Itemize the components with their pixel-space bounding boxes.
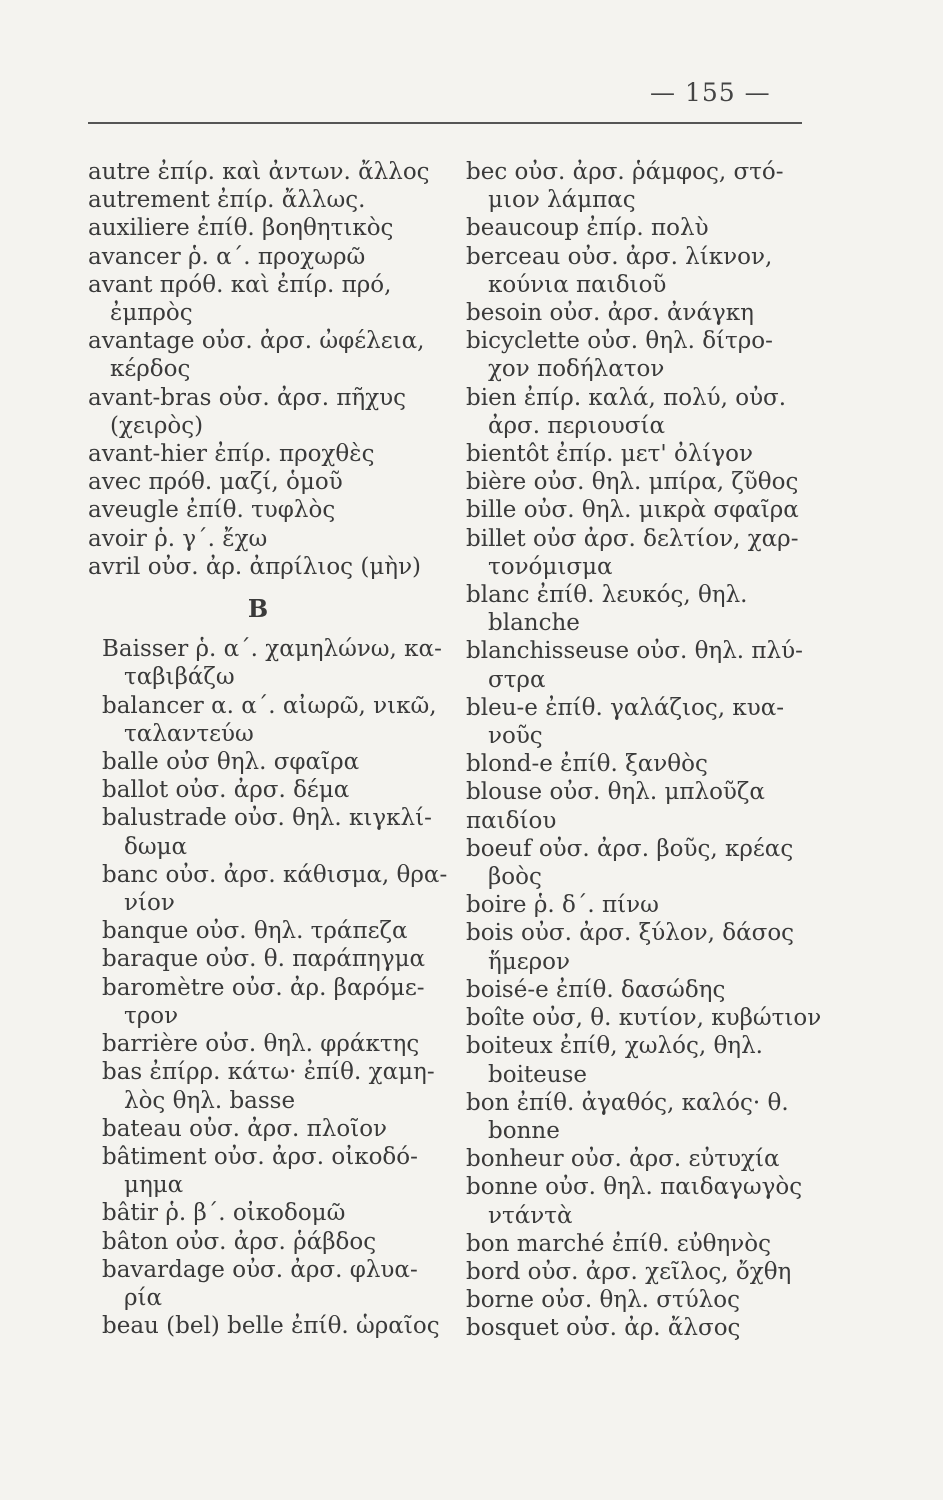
dictionary-entry-line: βοὸς bbox=[488, 864, 542, 891]
dictionary-entry-line: billet οὐσ ἀρσ. δελτίον, χαρ- bbox=[466, 525, 799, 552]
dictionary-entry-line: ἀρσ. περιουσία bbox=[488, 412, 666, 439]
dictionary-entry-line: Baisser ῥ. α΄. χαμηλώνω, κα- bbox=[102, 636, 442, 663]
dictionary-entry-line: μιον λάμπας bbox=[488, 187, 636, 214]
dictionary-entry-line: ταβιβάζω bbox=[124, 664, 235, 691]
dictionary-entry-line: bosquet οὐσ. ἀρ. ἄλσος bbox=[466, 1315, 741, 1342]
dictionary-entry-line: boiteux ἐπίθ, χωλός, θηλ. bbox=[466, 1033, 763, 1060]
dictionary-entry-line: boiteuse bbox=[488, 1061, 588, 1088]
dictionary-entry-line: avec πρόθ. μαζί, ὁμοῦ bbox=[88, 469, 343, 496]
dictionary-entry-line: avancer ῥ. α΄. προχωρῶ bbox=[88, 243, 366, 270]
dictionary-entry-line: bateau οὐσ. ἀρσ. πλοῖον bbox=[102, 1115, 388, 1142]
dictionary-entry-line: baraque οὐσ. θ. παράπηγμα bbox=[102, 946, 426, 973]
dictionary-entry-line: balancer α. α΄. αἰωρῶ, νικῶ, bbox=[102, 692, 437, 719]
dictionary-entry-line: bâtiment οὐσ. ἀρσ. οἰκοδό- bbox=[102, 1143, 418, 1170]
dictionary-entry-line: στρα bbox=[488, 666, 546, 693]
header-rule bbox=[88, 122, 802, 124]
dictionary-entry-line: besoin οὐσ. ἀρσ. ἀνάγκη bbox=[466, 300, 754, 327]
dictionary-entry-line: avoir ῥ. γ΄. ἔχω bbox=[88, 525, 268, 552]
right-entries bbox=[466, 158, 836, 1343]
dictionary-entry-line: blanchisseuse οὐσ. θηλ. πλύ- bbox=[466, 638, 803, 665]
dictionary-entry-line: avant πρόθ. καὶ ἐπίρ. πρό, bbox=[88, 271, 392, 298]
dictionary-entry-line: bas ἐπίρρ. κάτω· ἐπίθ. χαμη- bbox=[102, 1059, 435, 1086]
dictionary-entry-line: ντάντὰ bbox=[488, 1202, 573, 1229]
dictionary-entry-line: bonne bbox=[488, 1117, 560, 1144]
dictionary-entry-line: bientôt ἐπίρ. μετ' ὀλίγον bbox=[466, 441, 754, 468]
dictionary-entry-line: blanche bbox=[488, 610, 580, 637]
dictionary-entry-line: bleu-e ἐπίθ. γαλάζιος, κυα- bbox=[466, 694, 785, 721]
dictionary-entry-line: bord οὐσ. ἀρσ. χεῖλος, ὄχθη bbox=[466, 1258, 792, 1285]
dictionary-entry-line: κούνια παιδιοῦ bbox=[488, 271, 667, 298]
left-entries-b bbox=[88, 635, 458, 1340]
dictionary-entry-line: ρία bbox=[124, 1284, 163, 1311]
dictionary-entry-line: boîte οὐσ, θ. κυτίον, κυβώτιον bbox=[466, 1005, 822, 1032]
dictionary-entry-line: bavardage οὐσ. ἀρσ. φλυα- bbox=[102, 1256, 418, 1283]
dictionary-entry-line: autre ἐπίρ. καὶ ἀντων. ἄλλος bbox=[88, 159, 430, 185]
dictionary-entry-line: banc οὐσ. ἀρσ. κάθισμα, θρα- bbox=[102, 861, 448, 888]
dictionary-entry-line: νίον bbox=[124, 890, 175, 917]
dictionary-entry-line: avantage οὐσ. ἀρσ. ὠφέλεια, bbox=[88, 328, 425, 355]
dictionary-entry-line: bonne οὐσ. θηλ. παιδαγωγὸς bbox=[466, 1174, 803, 1201]
dictionary-entry-line: berceau οὐσ. ἀρσ. λίκνον, bbox=[466, 243, 773, 270]
dictionary-entry-line: (χειρὸς) bbox=[110, 412, 204, 439]
dictionary-entry-line: χον ποδήλατον bbox=[488, 356, 665, 383]
dictionary-entry-line: bâtir ῥ. β΄. οἰκοδομῶ bbox=[102, 1200, 346, 1227]
left-column bbox=[88, 158, 458, 1340]
dictionary-entry-line: λὸς θηλ. basse bbox=[124, 1087, 296, 1114]
dictionary-entry-line: borne οὐσ. θηλ. στύλος bbox=[466, 1287, 740, 1314]
dictionary-entry-line: ballot οὐσ. ἀρσ. δέμα bbox=[102, 777, 350, 804]
dictionary-entry-line: bien ἐπίρ. καλά, πολύ, οὐσ. bbox=[466, 384, 787, 411]
dictionary-entry-line: balle οὐσ θηλ. σφαῖρα bbox=[102, 749, 360, 776]
dictionary-entry-line: baromètre οὐσ. ἀρ. βαρόμε- bbox=[102, 974, 425, 1001]
dictionary-entry-line: beaucoup ἐπίρ. πολὺ bbox=[466, 215, 709, 242]
dictionary-entry-line: bonheur οὐσ. ἀρσ. εὐτυχία bbox=[466, 1146, 780, 1173]
dictionary-entry-line: ταλαντεύω bbox=[124, 720, 254, 747]
left-entries-a bbox=[88, 158, 458, 581]
right-column bbox=[466, 158, 836, 1343]
dictionary-entry-line: τρον bbox=[124, 1002, 179, 1029]
dictionary-entry-line: balustrade οὐσ. θηλ. κιγκλί- bbox=[102, 805, 432, 832]
dictionary-entry-line: ἥμερον bbox=[488, 948, 570, 975]
dictionary-entry-line: blouse οὐσ. θηλ. μπλοῦζα bbox=[466, 779, 765, 806]
dictionary-entry-line: bois οὐσ. ἀρσ. ξύλον, δάσος bbox=[466, 920, 795, 947]
dictionary-entry-line: bâton οὐσ. ἀρσ. ῥάβδος bbox=[102, 1228, 377, 1255]
dictionary-entry-line: δωμα bbox=[124, 833, 188, 860]
dictionary-entry-line: κέρδος bbox=[110, 356, 191, 383]
dictionary-entry-line: avant-bras οὐσ. ἀρσ. πῆχυς bbox=[88, 384, 407, 411]
dictionary-entry-line: autrement ἐπίρ. ἄλλως. bbox=[88, 187, 366, 214]
dictionary-entry-line: bière οὐσ. θηλ. μπίρα, ζῦθος bbox=[466, 469, 799, 496]
dictionary-entry-line: bille οὐσ. θηλ. μικρὰ σφαῖρα bbox=[466, 497, 799, 524]
dictionary-entry-line: boisé-e ἐπίθ. δασώδης bbox=[466, 976, 726, 1003]
dictionary-entry-line: boire ῥ. δ΄. πίνω bbox=[466, 892, 659, 919]
dictionary-entry-line: blond-e ἐπίθ. ξανθὸς bbox=[466, 751, 708, 778]
dictionary-entry-line: avril οὐσ. ἀρ. ἀπρίλιος (μὴν) bbox=[88, 553, 422, 580]
dictionary-entry-line: παιδίου bbox=[466, 807, 557, 834]
dictionary-entry-line: avant-hier ἐπίρ. προχθὲς bbox=[88, 441, 375, 468]
dictionary-entry-line: barrière οὐσ. θηλ. φράκτης bbox=[102, 1031, 420, 1058]
page-number: — 155 — bbox=[650, 78, 771, 107]
dictionary-entry-line: boeuf οὐσ. ἀρσ. βοῦς, κρέας bbox=[466, 835, 794, 862]
dictionary-entry-line: νοῦς bbox=[488, 723, 543, 750]
dictionary-entry-line: beau (bel) belle ἐπίθ. ὡραῖος bbox=[102, 1313, 440, 1340]
dictionary-entry-line: μημα bbox=[124, 1172, 184, 1199]
dictionary-entry-line: aveugle ἐπίθ. τυφλὸς bbox=[88, 497, 336, 524]
dictionary-entry-line: bon marché ἐπίθ. εὐθηνὸς bbox=[466, 1230, 772, 1257]
dictionary-entry-line: blanc ἐπίθ. λευκός, θηλ. bbox=[466, 582, 748, 609]
dictionary-entry-line: banque οὐσ. θηλ. τράπεζα bbox=[102, 918, 408, 945]
dictionary-entry-line: bon ἐπίθ. ἀγαθός, καλός· θ. bbox=[466, 1089, 789, 1116]
dictionary-entry-line: bicyclette οὐσ. θηλ. δίτρο- bbox=[466, 328, 773, 355]
section-letter: B bbox=[247, 594, 269, 624]
dictionary-entry-line: auxiliere ἐπίθ. βοηθητικὸς bbox=[88, 215, 394, 242]
dictionary-entry-line: ἐμπρὸς bbox=[110, 300, 193, 327]
dictionary-entry-line: τονόμισμα bbox=[488, 553, 613, 580]
dictionary-entry-line: bec οὐσ. ἀρσ. ῥάμφος, στό- bbox=[466, 159, 784, 185]
